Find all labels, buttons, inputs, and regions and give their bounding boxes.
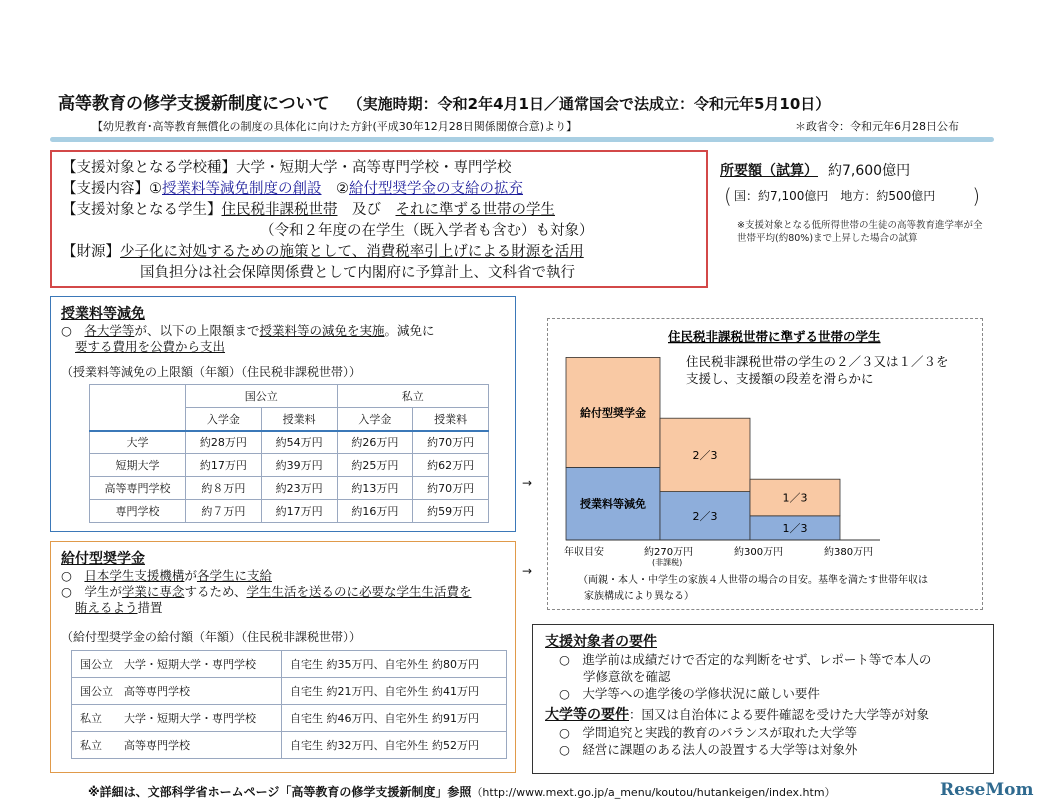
cell: 約17万円 xyxy=(261,500,337,523)
grant-caption: （給付型奨学金の給付額（年額）（住民税非課税世帯）） xyxy=(61,630,362,644)
tuition-table xyxy=(89,384,489,523)
bracket-right: ) xyxy=(972,184,980,208)
summary-support-label: 【支援内容】① xyxy=(62,181,162,197)
chart-title: 住民税非課税世帯に準ずる世帯の学生 xyxy=(668,329,881,344)
requirement-item: ○ 学問追究と実践的教育のバランスが取れた大学等 xyxy=(559,725,858,740)
budget-amount: 約7,600億円 xyxy=(828,163,911,179)
grant-box xyxy=(50,541,516,773)
bar-label-tuition: 授業料等減免 xyxy=(580,497,646,511)
budget-detail xyxy=(724,184,980,208)
target-sep: 及び xyxy=(337,202,396,218)
target-a: 住民税非課税世帯 xyxy=(221,202,338,218)
bar-label-tuition: 1／3 xyxy=(782,521,808,535)
school-type: 私立 高等専門学校 xyxy=(72,732,282,759)
x-tick-label: 約300万円 xyxy=(734,547,784,558)
summary-box xyxy=(50,150,708,288)
bracket-left: ( xyxy=(724,184,732,208)
grant-desc-b: が xyxy=(184,568,197,583)
table-row xyxy=(90,500,489,523)
col-header: 入学金 xyxy=(337,408,413,431)
budget xyxy=(720,160,910,180)
grant-amount: 自宅生 約21万円、自宅外生 約41万円 xyxy=(282,678,507,705)
cell: 約23万円 xyxy=(261,477,337,500)
x-axis-label: 年収目安 xyxy=(564,547,604,558)
university-requirements xyxy=(545,706,981,724)
table-row xyxy=(72,732,507,759)
target-b: それに準ずる世帯の学生 xyxy=(395,202,555,218)
funding-label: 【財源】 xyxy=(62,244,120,260)
budget-label: 所要額（試算） xyxy=(720,163,818,179)
funding-text: 少子化に対処するための施策として、消費税率引上げによる財源を活用 xyxy=(120,244,584,260)
cell: 約16万円 xyxy=(337,500,413,523)
x-tick-label: 約270万円 xyxy=(644,547,694,558)
grant-desc-g: 学生生活を送るのに必要な学生生活費を xyxy=(246,584,472,599)
tuition-box xyxy=(50,296,516,532)
bar-label-grant: 2／3 xyxy=(692,448,718,462)
tuition-desc xyxy=(61,323,505,339)
bullet: ○ xyxy=(61,323,85,338)
cell: 約７万円 xyxy=(186,500,262,523)
tuition-desc-e: 要する費用を公費から支出 xyxy=(75,339,226,354)
table-row xyxy=(72,651,507,678)
cell: 約17万円 xyxy=(186,454,262,477)
x-tick-sublabel: (非課税) xyxy=(652,558,683,567)
grant-desc-f: するため、 xyxy=(184,584,247,599)
chart-note-2: 家族構成により異なる） xyxy=(584,591,694,602)
grant-desc-i: 措置 xyxy=(137,600,163,615)
footer-text: ※詳細は、文部科学省ホームページ「高等教育の修学支援新制度」参照 xyxy=(88,785,472,799)
cell: 約13万円 xyxy=(337,477,413,500)
cell: 約70万円 xyxy=(413,477,489,500)
bar-label-grant: 給付型奨学金 xyxy=(580,406,646,420)
footer-note xyxy=(88,783,836,800)
tuition-desc-d: 。減免に xyxy=(384,323,435,338)
support-chart xyxy=(548,319,984,611)
summary-sep: ② xyxy=(321,181,349,197)
summary-target-label: 【支援対象となる学生】 xyxy=(62,202,222,218)
tuition-link[interactable]: 授業料等減免制度の創設 xyxy=(162,181,322,197)
logo: ReseMom xyxy=(940,780,1034,800)
table-row xyxy=(90,431,489,454)
grant-link[interactable]: 給付型奨学金の支給の拡充 xyxy=(349,181,523,197)
grant-desc-d: ○ 学生が xyxy=(61,584,122,599)
summary-target-students xyxy=(62,200,696,221)
tuition-desc-a: 各大学等 xyxy=(84,323,135,338)
chart-desc-1: 住民税非課税世帯の学生の２／３又は１／３を xyxy=(686,354,949,369)
title-main: 高等教育の修学支援新制度について xyxy=(58,94,330,114)
school-type: 私立 大学・短期大学・専門学校 xyxy=(72,705,282,732)
summary-funding xyxy=(62,242,696,263)
grant-desc-1 xyxy=(61,568,505,584)
policy-note: 【幼児教育･高等教育無償化の制度の具体化に向けた方針(平成30年12月28日関係閣僚合意)より】 xyxy=(92,120,578,133)
requirement-item: ○ 経営に課題のある法人の設置する大学等は対象外 xyxy=(559,742,858,757)
grant-amount: 自宅生 約32万円、自宅外生 約52万円 xyxy=(282,732,507,759)
grant-heading: 給付型奨学金 xyxy=(61,551,145,567)
tuition-desc-2 xyxy=(61,339,505,355)
summary-funding-note: 国負担分は社会保障関係費として内閣府に予算計上、文科省で執行 xyxy=(140,265,575,281)
grant-desc-2 xyxy=(61,584,505,600)
chart-note-1: （両親・本人・中学生の家族４人世帯の場合の目安。基準を満たす世帯年収は xyxy=(578,575,928,586)
summary-support-content xyxy=(62,179,696,200)
grant-desc-e: 学業に専念 xyxy=(121,584,185,599)
chart-box xyxy=(547,318,983,610)
requirements-box xyxy=(532,624,994,774)
grant-amount: 自宅生 約46万円、自宅外生 約91万円 xyxy=(282,705,507,732)
grant-desc-a: 日本学生支援機構 xyxy=(84,568,185,583)
table-row xyxy=(72,678,507,705)
tuition-desc-b: が、以下の上限額まで xyxy=(134,323,260,338)
tuition-desc-c: 授業料等の減免を実施 xyxy=(259,323,385,338)
cell: 約62万円 xyxy=(413,454,489,477)
grant-table xyxy=(71,650,507,759)
arrow-right-icon: → xyxy=(522,564,533,578)
group-header: 国公立 xyxy=(186,385,338,408)
col-header: 授業料 xyxy=(413,408,489,431)
footer-url[interactable]: （http://www.mext.go.jp/a_menu/koutou/hutankeigen/index.htm） xyxy=(471,786,836,799)
bar-label-grant: 1／3 xyxy=(782,491,808,505)
cell: 約26万円 xyxy=(337,431,413,454)
grant-desc-h: 賄えるよう xyxy=(75,600,138,615)
gov-note: ＊政省令：令和元年6月28日公布 xyxy=(795,120,959,133)
requirement-item: ○ 大学等への進学後の学修状況に厳しい要件 xyxy=(559,686,820,701)
bullet: ○ xyxy=(61,568,85,583)
row-label: 短期大学 xyxy=(90,454,186,477)
title-schedule: （実施時期：令和2年4月1日／通常国会で法成立：令和元年5月10日） xyxy=(347,95,831,113)
budget-detail-text: 国：約7,100億円 地方：約500億円 xyxy=(734,189,936,203)
header-divider xyxy=(50,137,994,142)
grant-amount: 自宅生 約35万円、自宅外生 約80万円 xyxy=(282,651,507,678)
chart-desc-2: 支援し、支援額の段差を滑らかに xyxy=(686,371,874,386)
requirement-item-cont: 学修意欲を確認 xyxy=(583,669,671,684)
grant-desc-3 xyxy=(61,600,505,616)
cell: 約70万円 xyxy=(413,431,489,454)
cell: 約28万円 xyxy=(186,431,262,454)
arrow-right-icon: → xyxy=(522,476,533,490)
summary-target-note: （令和２年度の在学生（既入学者も含む）も対象） xyxy=(260,223,594,239)
tuition-heading: 授業料等減免 xyxy=(61,306,145,322)
table-row xyxy=(90,477,489,500)
requirement-item: ○ 進学前は成績だけで否定的な判断をせず、レポート等で本人の xyxy=(559,652,932,667)
cell: 約59万円 xyxy=(413,500,489,523)
col-header: 授業料 xyxy=(261,408,337,431)
group-header: 私立 xyxy=(337,385,489,408)
summary-school-types: 【支援対象となる学校種】大学・短期大学・高等専門学校・専門学校 xyxy=(62,160,512,176)
row-label: 高等専門学校 xyxy=(90,477,186,500)
budget-note: ※支援対象となる低所得世帯の生徒の高等教育進学率が全世帯平均(約80%)まで上昇した場合の試算 xyxy=(737,220,983,244)
tuition-caption: （授業料等減免の上限額（年額）（住民税非課税世帯）） xyxy=(61,365,362,379)
col-header: 入学金 xyxy=(186,408,262,431)
row-label: 専門学校 xyxy=(90,500,186,523)
table-corner xyxy=(90,385,186,431)
cell: 約54万円 xyxy=(261,431,337,454)
row-label: 大学 xyxy=(90,431,186,454)
university-req-tail: ：国又は自治体による要件確認を受けた大学等が対象 xyxy=(629,707,930,722)
grant-desc-c: 各学生に支給 xyxy=(196,568,272,583)
cell: 約25万円 xyxy=(337,454,413,477)
x-tick-label: 約380万円 xyxy=(824,547,874,558)
bar-label-tuition: 2／3 xyxy=(692,509,718,523)
table-row xyxy=(90,454,489,477)
school-type: 国公立 高等専門学校 xyxy=(72,678,282,705)
requirements-heading: 支援対象者の要件 xyxy=(545,634,657,650)
university-req-heading: 大学等の要件 xyxy=(545,707,629,723)
table-row xyxy=(72,705,507,732)
cell: 約39万円 xyxy=(261,454,337,477)
school-type: 国公立 大学・短期大学・専門学校 xyxy=(72,651,282,678)
page-title xyxy=(58,89,830,114)
cell: 約８万円 xyxy=(186,477,262,500)
